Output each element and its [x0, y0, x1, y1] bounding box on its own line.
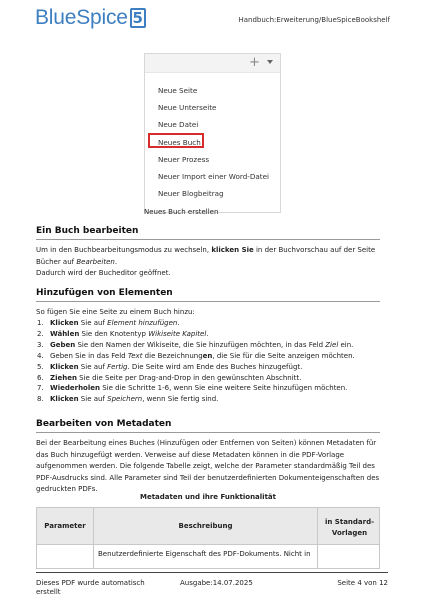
column-divider	[317, 508, 318, 568]
figure-toolbar	[145, 54, 280, 73]
list-item: 1. Klicken Sie auf Element hinzufügen.	[37, 319, 180, 327]
edit-book-paragraph: Um in den Buchbearbeitungsmodus zu wechseln, klicken Sie in der Buchvorschau auf der Seite Bücher auf Bearbeiten. Dadurch wird der Bucheditor geöffnet.	[36, 246, 376, 277]
edit-book-result: Dadurch wird der Bucheditor geöffnet.	[36, 269, 171, 277]
table-title: Metadaten und ihre Funktionalität	[140, 493, 276, 501]
footer-edition-date: Ausgabe:14.07.2025	[180, 579, 253, 587]
menu-item-new-word-import: Neuer Import einer Word-Datei	[158, 172, 270, 181]
heading-rule	[36, 301, 380, 302]
list-item: 6. Ziehen Sie die Seite per Drag-and-Drop in den gewünschten Abschnitt.	[37, 373, 302, 382]
list-item: 5. Klicken Sie auf Fertig. Die Seite wird am Ende des Buches hinzugefügt.	[37, 362, 303, 371]
add-elements-intro: So fügen Sie eine Seite zu einem Buch hinzu:	[36, 308, 195, 316]
menu-item-new-process: Neuer Prozess	[158, 155, 210, 164]
menu-item-new-subpage: Neue Unterseite	[158, 103, 217, 112]
heading-add-elements: Hinzufügen von Elementen	[36, 288, 173, 298]
add-elements-steps	[36, 318, 384, 405]
menu-item-new-blogpost: Neuer Blogbeitrag	[158, 189, 224, 198]
list-item: 3. Geben Sie den Namen der Wikiseite, die Sie hinzufügen möchten, in das Feld Ziel ein.	[37, 340, 354, 349]
figure-caption: Neues Buch erstellen	[144, 208, 219, 216]
list-item: 2. Wählen Sie den Knotentyp Wikiseite Kapitel.	[37, 329, 209, 338]
list-item: 4. Geben Sie in das Feld Text die Bezeichnungen, die Sie für die Seite anzeigen möchten.	[37, 351, 355, 360]
menu-item-new-book: Neues Buch	[158, 138, 201, 147]
bluespice-logo	[35, 6, 146, 30]
column-header-parameter: Parameter	[44, 522, 86, 530]
footer-generated-note: Dieses PDF wurde automatisch erstellt	[36, 579, 145, 596]
menu-item-new-page: Neue Seite	[158, 86, 198, 95]
metadata-table	[36, 507, 380, 569]
new-book-figure	[144, 53, 281, 213]
menu-item-new-file: Neue Datei	[158, 120, 199, 129]
heading-edit-metadata: Bearbeiten von Metadaten	[36, 419, 172, 429]
heading-edit-book: Ein Buch bearbeiten	[36, 226, 139, 236]
chevron-down-icon	[267, 60, 273, 64]
heading-rule	[36, 239, 380, 240]
metadata-paragraph: Bei der Bearbeitung eines Buches (Hinzufügen oder Entfernen von Seiten) können Metadaten für das Buch hinzugefügt werden. Verweise auf diese Metadaten können in die PDF-Vorlage aufgenommen werden. Die folgende Tabelle zeigt, welche der Parameter standardmäßig Teil des PDF-Ausdrucks sind. Alle Parameter sind Teil der benutzerdefinierten Dokumenteigenschaften des gedruckten PDFs.	[36, 439, 380, 493]
logo-number: 5	[130, 8, 146, 28]
new-book-highlight	[148, 133, 204, 148]
logo-text: BlueSpice	[35, 6, 128, 29]
footer-page-number: Seite 4 von 12	[337, 579, 388, 587]
footer-rule	[36, 572, 388, 573]
column-header-standard-templates: in Standard-Vorlagen	[324, 518, 375, 537]
plus-icon: +	[249, 55, 260, 70]
page-breadcrumb: Handbuch:Erweiterung/BlueSpiceBookshelf	[238, 16, 390, 24]
list-item: 7. Wiederholen Sie die Schritte 1-6, wenn Sie eine weitere Seite hinzufügen möchten.	[37, 384, 348, 393]
column-header-description: Beschreibung	[178, 522, 233, 530]
heading-rule	[36, 432, 380, 433]
table-cell-description: Benutzerdefinierte Eigenschaft des PDF-Dokuments. Nicht in	[98, 550, 311, 558]
column-divider	[93, 508, 94, 568]
list-item: 8. Klicken Sie auf Speichern, wenn Sie fertig sind.	[37, 395, 219, 404]
